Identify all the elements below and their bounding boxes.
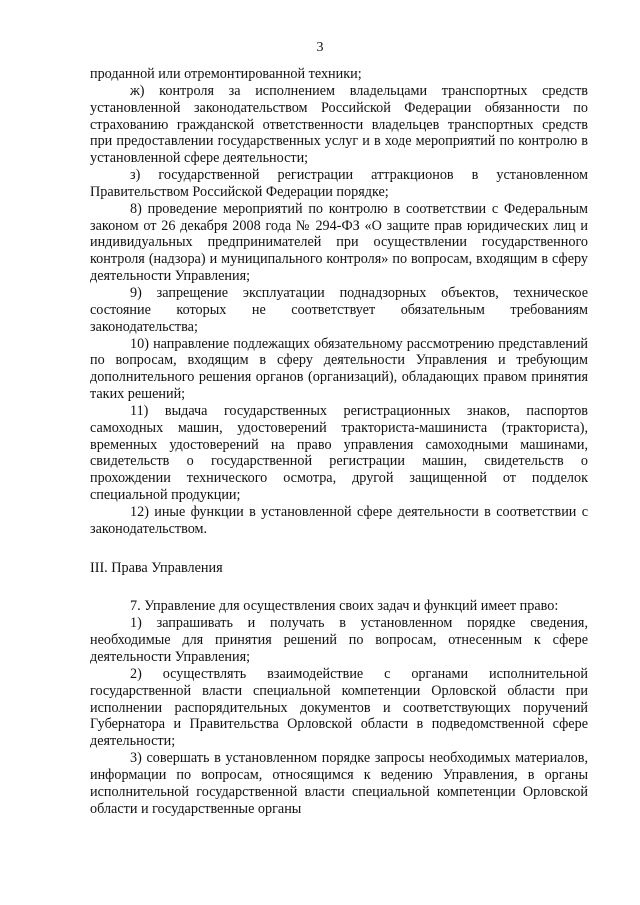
paragraphs-before: [90, 66, 588, 538]
paragraph: 12) иные функции в установленной сфере деятельности в соответствии с законодательством.: [90, 503, 588, 537]
paragraph: з) государственной регистрации аттракционов в установленном Правительством Российской Федерации порядке;: [90, 167, 588, 200]
paragraph: 8) проведение мероприятий по контролю в соответствии с Федеральным законом от 26 декабря 2008 года № 294-ФЗ «О защите прав юридических лиц и индивидуальных предпринимателей при осуществлении государственного контроля (надзора) и муниципального контроля» по вопросам, входящим в сферу деятельности Управления;: [90, 200, 588, 285]
paragraph: 3) совершать в установленном порядке запросы необходимых материалов, информации по вопросам, относящимся к ведению Управления, в органы исполнительной государственной власти специальной компетенции Орловской области и государственные органы: [90, 750, 588, 817]
section-heading: III. Права Управления: [90, 559, 223, 576]
paragraph: 7. Управление для осуществления своих задач и функций имеет право:: [130, 598, 559, 615]
paragraph: проданной или отремонтированной техники;: [90, 66, 362, 82]
document-body: [90, 66, 588, 817]
page-number: 3: [316, 40, 324, 55]
paragraph: 10) направление подлежащих обязательному рассмотрению представлений по вопросам, входящим в сферу деятельности Управления и требующим дополнительного решения органов (организаций), обладающих правом принятия таких решений;: [90, 335, 588, 403]
paragraph: 1) запрашивать и получать в установленном порядке сведения, необходимые для принятия решений по вопросам, отнесенным к сфере деятельности Управления;: [90, 615, 588, 665]
paragraph: 2) осуществлять взаимодействие с органами исполнительной государственной власти специальной компетенции Орловской области при исполнении распорядительных документов и соответствующих поручений Губернатора и Правительства Орловской области в подведомственной сфере деятельности;: [90, 665, 588, 750]
paragraph: 9) запрещение эксплуатации поднадзорных объектов, техническое состояние которых не соответствует обязательным требованиям законодательства;: [90, 284, 588, 335]
paragraph: ж) контроля за исполнением владельцами транспортных средств установленной законодательством Российской Федерации обязанности по страхованию гражданской ответственности владельцев транспортных средств при предоставлении государственных услуг и в ходе мероприятий по контролю в установленной сфере деятельности;: [90, 82, 588, 167]
paragraphs-after: [90, 598, 588, 817]
paragraph: 11) выдача государственных регистрационных знаков, паспортов самоходных машин, удостоверений тракториста-машиниста (тракториста), временных удостоверений на право управления самоходными машинами, свидетельств о государственной регистрации машин, свидетельств о прохождении технического осмотра, другой защищенной от подделок специальной продукции;: [90, 402, 588, 504]
